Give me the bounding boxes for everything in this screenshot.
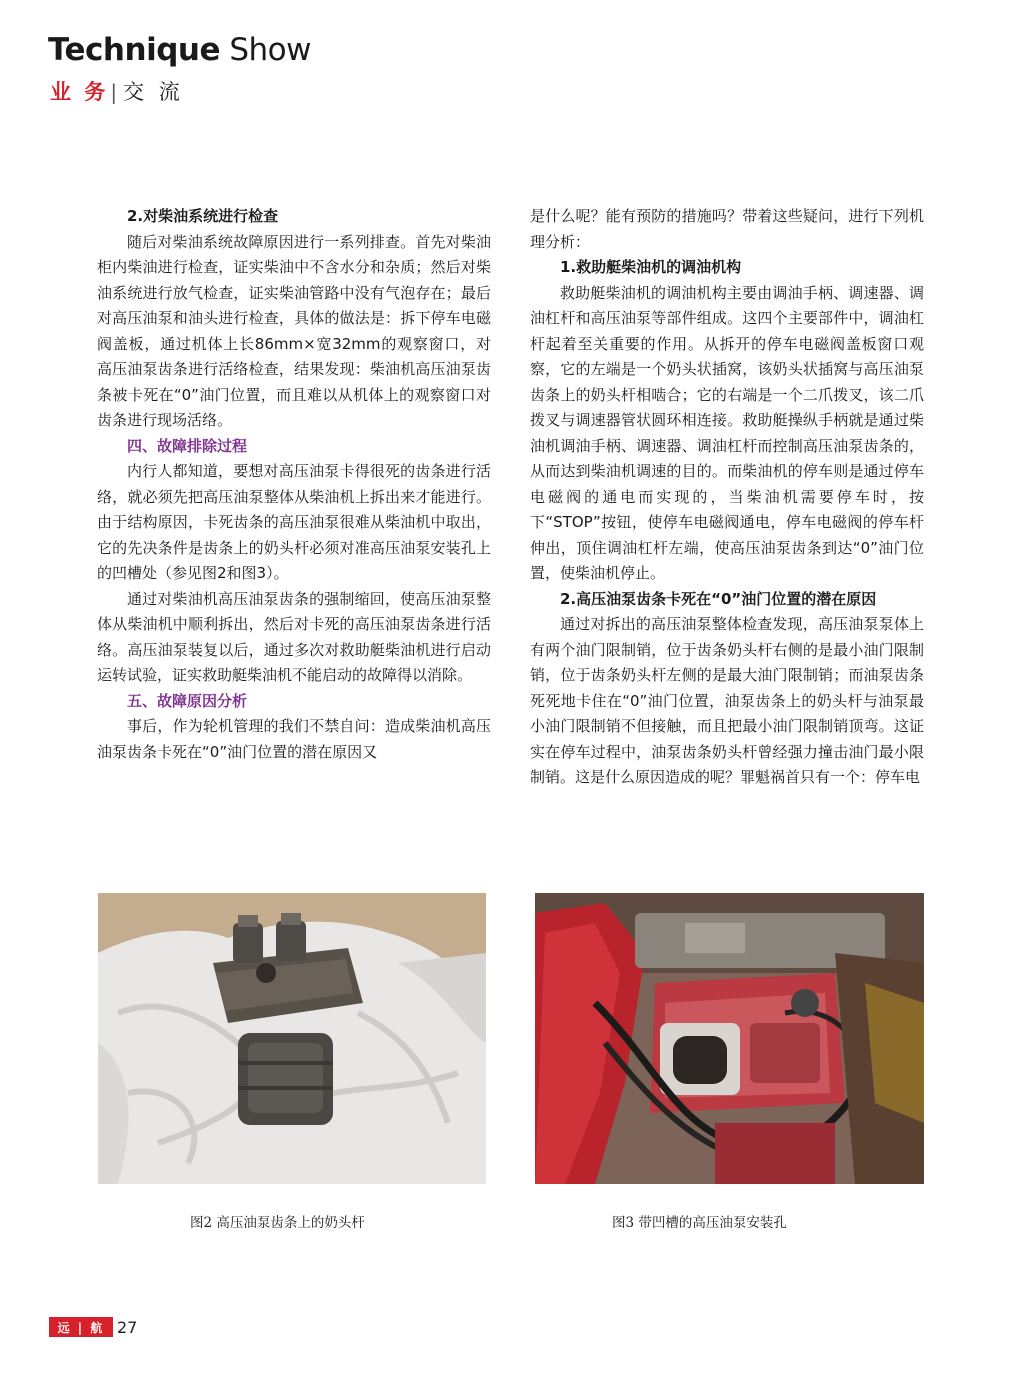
paragraph: 通过对拆出的高压油泵整体检查发现，高压油泵泵体上有两个油门限制销，位于齿条奶头杆右侧的是最小油门限制销，位于齿条奶头杆左侧的是最大油门限制销；而油泵齿条死死地卡住在“0”油门位置，油泵齿条上的奶头杆与油泵最小油门限制销不但接触，而且把最小油门限制销顶弯。这证实在停车过程中，油泵齿条奶头杆曾经强力撞击油门最小限制销。这是什么原因造成的呢？罪魁祸首只有一个：停车电 bbox=[530, 615, 924, 786]
paragraph-continued: 是什么呢？能有预防的措施吗？带着这些疑问，进行下列机理分析： bbox=[530, 207, 924, 251]
paragraph: 通过对柴油机高压油泵齿条的强制缩回，使高压油泵整体从柴油机中顺利拆出，然后对卡死的高压油泵齿条进行活络。高压油泵装复以后，通过多次对救助艇柴油机进行启动运转试验，证实救助艇柴油机不能启动的故障得以消除。 bbox=[97, 589, 491, 684]
figure-2-photo bbox=[98, 893, 486, 1184]
paragraph: 救助艇柴油机的调油机构主要由调油手柄、调速器、调油杠杆和高压油泵等部件组成。这四个主要部件中，调油杠杆起着至关重要的作用。从拆开的停车电磁阀盖板窗口观察，它的左端是一个奶头状插窝，该奶头状插窝与高压油泵齿条上的奶头杆相啮合；它的右端是一个二爪拨叉，该二爪拨叉与调速器管状圆环相连接。救助艇操纵手柄就是通过柴油机调油手柄、调速器、调油杠杆而控制高压油泵齿条的，从而达到柴油机调速的目的。而柴油机的停车则是通过停车电磁阀的通电而实现的，当柴油机需要停车时，按下“STOP”按钮，使停车电磁阀通电，停车电磁阀的停车杆伸出，顶住调油杠杆左端，使高压油泵齿条到达“0”油门位置，使柴油机停止。 bbox=[530, 283, 924, 582]
section-label-gray: 交 流 bbox=[123, 80, 184, 104]
subheading-speed-control: 1.救助艇柴油机的调油机构 bbox=[560, 258, 742, 276]
page-number: 27 bbox=[117, 1317, 138, 1337]
article-column-right bbox=[530, 204, 924, 791]
figure-3-caption: 图3 带凹槽的高压油泵安装孔 bbox=[612, 1215, 787, 1231]
column-title-light: Show bbox=[229, 32, 311, 68]
magazine-column-title bbox=[48, 30, 311, 70]
section-separator: | bbox=[110, 80, 118, 104]
subheading-diesel-check: 2.对柴油系统进行检查 bbox=[127, 207, 279, 225]
paragraph: 内行人都知道，要想对高压油泵卡得很死的齿条进行活络，就必须先把高压油泵整体从柴油机上拆出来才能进行。由于结构原因，卡死齿条的高压油泵很难从柴油机中取出，它的先决条件是齿条上的奶头杆必须对准高压油泵安装孔上的凹槽处（参见图2和图3）。 bbox=[97, 462, 491, 582]
section-label bbox=[50, 78, 184, 106]
paragraph: 事后，作为轮机管理的我们不禁自问：造成柴油机高压油泵齿条卡死在“0”油门位置的潜在原因又 bbox=[97, 717, 491, 761]
figure-2-caption: 图2 高压油泵齿条上的奶头杆 bbox=[190, 1215, 365, 1231]
page-footer bbox=[49, 1316, 137, 1338]
section-label-red: 业 务 bbox=[50, 80, 109, 104]
column-title-bold: Technique bbox=[48, 32, 220, 68]
section-heading-troubleshooting: 四、故障排除过程 bbox=[127, 436, 248, 455]
article-column-left bbox=[97, 204, 491, 765]
figure-3-photo bbox=[535, 893, 924, 1184]
magazine-badge: 远 | 航 bbox=[49, 1317, 113, 1337]
paragraph: 随后对柴油系统故障原因进行一系列排查。首先对柴油柜内柴油进行检查，证实柴油中不含水分和杂质；然后对柴油系统进行放气检查，证实柴油管路中没有气泡存在；最后对高压油泵和油头进行检查，具体的做法是：拆下停车电磁阀盖板，通过机体上长86mm×宽32mm的观察窗口，对高压油泵齿条进行活络检查，结果发现：柴油机高压油泵齿条被卡死在“0”油门位置，而且难以从机体上的观察窗口对齿条进行现场活络。 bbox=[97, 232, 491, 429]
engine-mounting-hole-photo-illustration bbox=[535, 893, 924, 1184]
fuel-pump-photo-illustration bbox=[98, 893, 486, 1184]
section-heading-cause-analysis: 五、故障原因分析 bbox=[127, 691, 248, 710]
subheading-potential-cause: 2.高压油泵齿条卡死在“0”油门位置的潜在原因 bbox=[560, 589, 877, 608]
